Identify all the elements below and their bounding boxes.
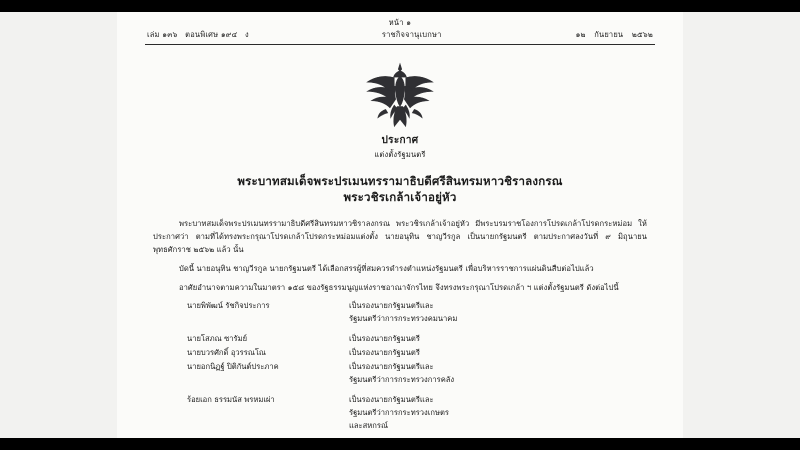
appointee-title-line: เป็นรองนายกรัฐมนตรีและ bbox=[349, 301, 434, 311]
emblem-container bbox=[143, 62, 657, 128]
masthead-row bbox=[143, 30, 657, 41]
appointee-row bbox=[153, 300, 647, 326]
paragraph-1: พระบาทสมเด็จพระปรเมนทรรามาธิบดีศรีสินทรมหาวชิราลงกรณ พระวชิรเกล้าเจ้าอยู่หัว มีพระบรมราชโองการโปรดเกล้าโปรดกระหม่อม ให้ประกาศว่า ตามที่ได้ทรงพระกรุณาโปรดเกล้าโปรดกระหม่อมแต่งตั้ง นายอนุทิน ชาญวีรกูล เป็นนายกรัฐมนตรี ตามประกาศลงวันที่ ๙ มิถุนายน พุทธศักราช ๒๕๖๒ แล้ว นั้น bbox=[153, 219, 647, 255]
appointee-row bbox=[153, 394, 647, 433]
appointee-name: ร้อยเอก ธรรมนัส พรหมเผ่า bbox=[187, 394, 275, 404]
appointee-titles bbox=[349, 300, 647, 326]
appointee-title-line: รัฐมนตรีว่าการกระทรวงการคลัง bbox=[349, 374, 455, 384]
gazette-sheet bbox=[117, 12, 683, 438]
appointee-name: นายบวรศักดิ์ อุวรรณโณ bbox=[187, 348, 266, 358]
appointee-row bbox=[153, 347, 647, 360]
appointee-row bbox=[153, 333, 647, 346]
appointee-name: นายโสภณ ซารัมย์ bbox=[187, 334, 248, 344]
date-day: ๑๒ bbox=[575, 29, 586, 39]
masthead-left bbox=[147, 30, 254, 41]
masthead bbox=[143, 18, 657, 45]
gazette-name: ราชกิจจานุเบกษา bbox=[381, 29, 442, 39]
letterbox-top bbox=[0, 0, 800, 12]
letterbox-bottom bbox=[0, 438, 800, 450]
appointee-title-line: และสหกรณ์ bbox=[349, 420, 388, 430]
section-label: ตอนพิเศษ ๑๙๔ bbox=[185, 29, 238, 39]
date-year: ๒๕๖๒ bbox=[631, 29, 653, 39]
announcement-title: ประกาศ bbox=[381, 134, 419, 146]
date-month: กันยายน bbox=[594, 29, 624, 39]
appointee-title-line: รัฐมนตรีว่าการกระทรวงเกษตร bbox=[349, 407, 449, 417]
volume-label: เล่ม ๑๓๖ bbox=[147, 29, 178, 39]
paragraph-2: บัดนี้ นายอนุทิน ชาญวีรกูล นายกรัฐมนตรี ได้เลือกสรรผู้ที่สมควรดำรงตำแหน่งรัฐมนตรี เพื่อบริหารราชการแผ่นดินสืบต่อไปแล้ว bbox=[179, 264, 594, 274]
appointee-title-line: เป็นรองนายกรัฐมนตรี bbox=[349, 348, 420, 358]
appointee-titles bbox=[349, 394, 647, 433]
appointee-title-line: เป็นรองนายกรัฐมนตรีและ bbox=[349, 394, 434, 404]
masthead-date bbox=[570, 30, 653, 41]
appointee-title-line: รัฐมนตรีว่าการกระทรวงคมนาคม bbox=[349, 314, 458, 324]
royal-name-line-2: พระวชิรเกล้าเจ้าอยู่หัว bbox=[343, 189, 457, 204]
appointee-titles bbox=[349, 361, 647, 387]
royal-name-line-1: พระบาทสมเด็จพระปรเมนทรรามาธิบดีศรีสินทรมหาวชิราลงกรณ bbox=[237, 174, 563, 189]
document-page-area bbox=[0, 12, 800, 438]
document-body bbox=[143, 217, 657, 294]
paragraph-3: อาศัยอำนาจตามความในมาตรา ๑๕๘ ของรัฐธรรมนูญแห่งราชอาณาจักรไทย จึงทรงพระกรุณาโปรดเกล้า ฯ แต่งตั้งรัฐมนตรี ดังต่อไปนี้ bbox=[179, 283, 619, 293]
garuda-royal-emblem-icon bbox=[357, 62, 443, 128]
appointee-name: นายพิพัฒน์ รัชกิจประการ bbox=[187, 301, 270, 311]
royal-name-heading bbox=[143, 174, 657, 205]
appointee-name: นายอกนิฏฐ์ ปิติกันต์ประภาค bbox=[187, 362, 279, 372]
appointee-titles bbox=[349, 347, 647, 360]
appointee-row bbox=[153, 361, 647, 387]
letter-label: ง bbox=[244, 29, 249, 39]
page-number: หน้า ๑ bbox=[388, 18, 412, 27]
masthead-rule bbox=[145, 44, 655, 45]
appointee-titles bbox=[349, 333, 647, 346]
announcement-subject: แต่งตั้งรัฐมนตรี bbox=[374, 150, 426, 160]
appointee-title-line: เป็นรองนายกรัฐมนตรี bbox=[349, 334, 420, 344]
appointee-title-line: เป็นรองนายกรัฐมนตรีและ bbox=[349, 362, 434, 372]
appointee-list bbox=[143, 300, 657, 432]
